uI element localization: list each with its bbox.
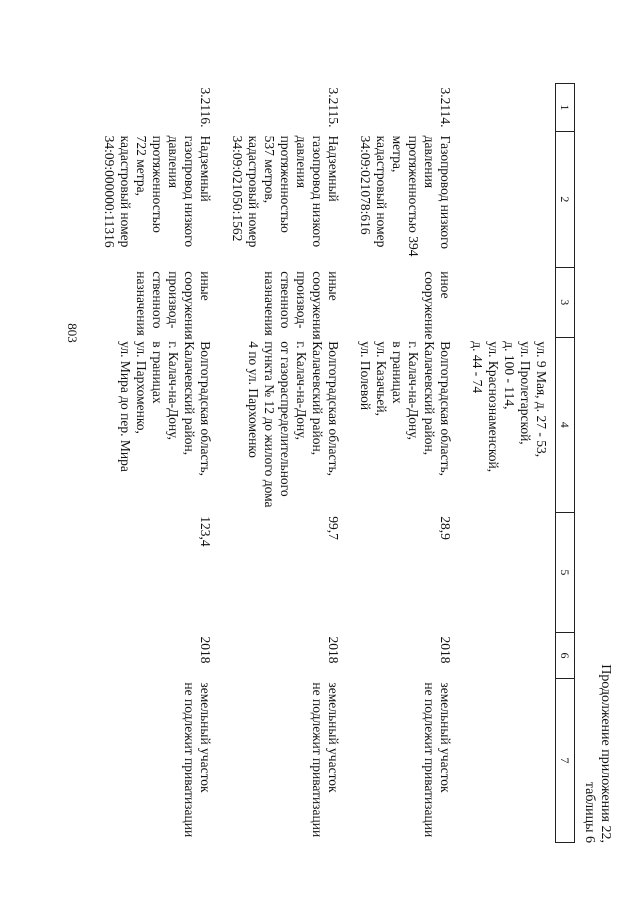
object-value: 123,4 (198, 515, 213, 547)
caption-line2: таблицы 6 (582, 781, 597, 843)
object-name: Газопровод низкого давления протяженностью 394 метра, кадастровый номер 34:09:021078:616 (358, 135, 453, 257)
table-row (347, 83, 459, 842)
object-value: 99,7 (326, 515, 341, 540)
data-table (91, 83, 575, 843)
object-year (459, 632, 556, 678)
object-note (459, 678, 556, 842)
object-name: Надземный газопровод низкого давления протяженностью 537 метров, кадастровый номер 34:09:021050:1562 (230, 135, 341, 247)
object-year: 2018 (438, 635, 453, 663)
object-type: иные сооружения производ-ственного назначения (134, 270, 213, 340)
caption-line1: Продолжение приложения 22, (598, 663, 613, 843)
col-header-3: 3 (556, 267, 575, 337)
col-header-6: 6 (556, 632, 575, 678)
object-type: иные сооружения производ-ственного назначения (262, 270, 341, 340)
table-caption (581, 633, 613, 843)
object-value (459, 512, 556, 632)
row-number (459, 83, 556, 131)
object-address: Волгоградская область, Калачевский район, г. Калач-на-Дону, в границах ул. Пархоменко, ул. Мира до пер. Мира (118, 340, 213, 476)
col-header-5: 5 (556, 512, 575, 632)
object-value: 28,9 (438, 515, 453, 540)
row-number: 3.2116. (198, 87, 213, 127)
col-header-2: 2 (556, 131, 575, 267)
table-row (219, 83, 347, 842)
table-row (459, 83, 556, 842)
row-number: 3.2114. (438, 87, 453, 127)
page-number: 803 (65, 322, 80, 343)
object-type: иное сооружение (422, 270, 453, 339)
object-year: 2018 (198, 635, 213, 663)
table-row (91, 83, 219, 842)
col-header-7: 7 (556, 678, 575, 842)
object-address: Волгоградская область, Калачевский район, г. Калач-на-Дону, от газораспределительного пункта № 12 до жилого дома 4 по ул. Пархоменко (246, 340, 341, 508)
object-note: земельный участок не подлежит приватизации (310, 681, 341, 837)
object-name: Надземный газопровод низкого давления протяженностью 722 метра, кадастровый номер 34:09:000000:11316 (102, 135, 213, 248)
object-address: Волгоградская область, Калачевский район, г. Калач-на-Дону, в границах ул. Казачьей, ул. Полевой (358, 340, 453, 476)
object-name (459, 131, 556, 267)
object-note: земельный участок не подлежит приватизации (422, 681, 453, 837)
rotated-page (25, 43, 615, 863)
header-row (556, 83, 575, 842)
row-number: 3.2115. (326, 87, 341, 127)
object-address: ул. 9 Мая, д. 27 - 53, ул. Пролетарской, д. 100 - 114, ул. Краснознаменской, д. 44 - 74 (470, 340, 549, 472)
object-type (459, 267, 556, 337)
col-header-1: 1 (556, 83, 575, 131)
object-note: земельный участок не подлежит приватизации (182, 681, 213, 837)
object-year: 2018 (326, 635, 341, 663)
col-header-4: 4 (556, 337, 575, 512)
